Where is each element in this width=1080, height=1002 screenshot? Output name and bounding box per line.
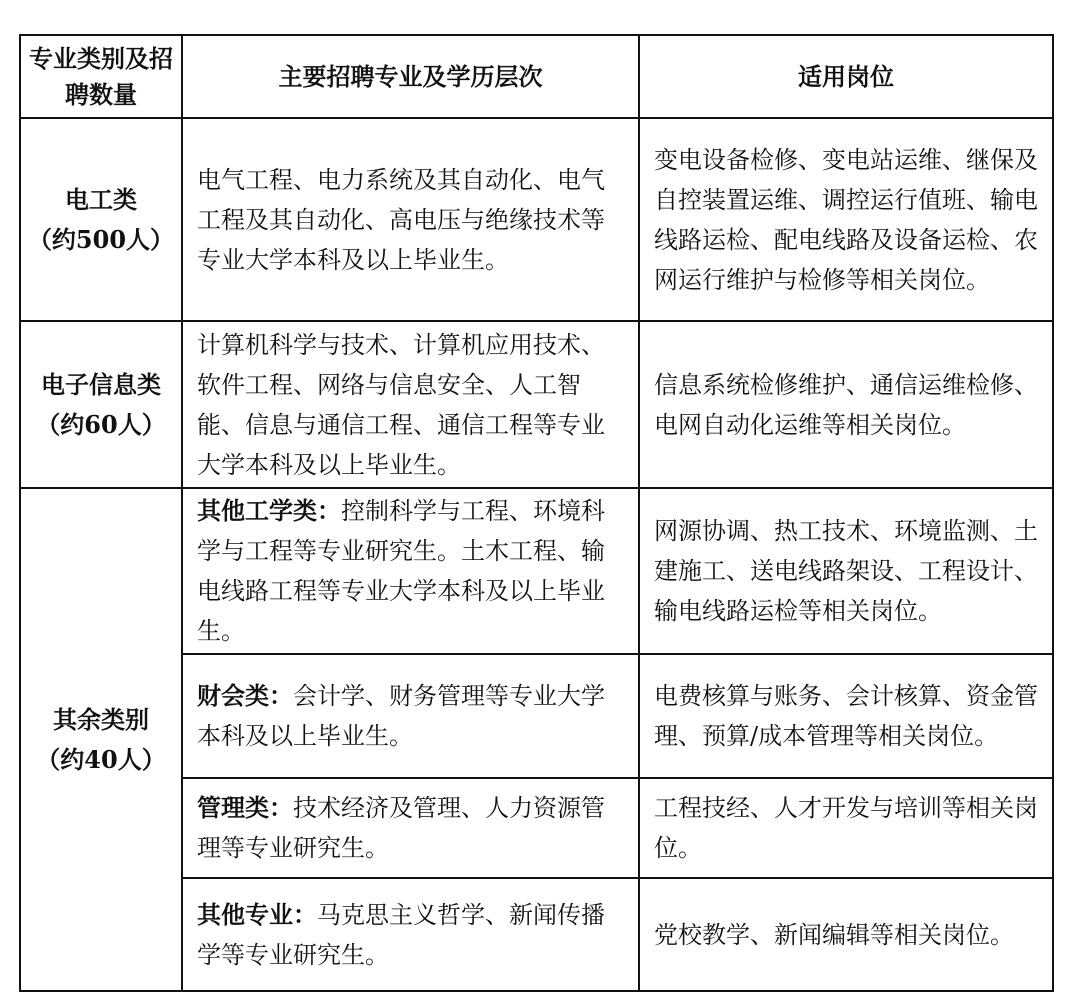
table-header-row bbox=[20, 35, 1053, 118]
majors-lead: 财会类： bbox=[197, 681, 293, 710]
category-cell-electronic-info bbox=[20, 321, 182, 488]
majors-cell bbox=[182, 654, 639, 778]
majors-cell bbox=[182, 488, 639, 654]
positions-cell: 信息系统检修维护、通信运维检修、电网自动化运维等相关岗位。 bbox=[639, 321, 1053, 488]
majors-cell bbox=[182, 778, 639, 878]
category-count: （约60人） bbox=[36, 409, 166, 439]
majors-text: 计算机科学与技术、计算机应用技术、软件工程、网络与信息安全、人工智能、信息与通信工程、通信工程等专业大学本科及以上毕业生。 bbox=[197, 330, 605, 479]
positions-cell: 党校教学、新闻编辑等相关岗位。 bbox=[639, 878, 1053, 991]
positions-cell: 变电设备检修、变电站运维、继保及自控装置运维、调控运行值班、输电线路运检、配电线路及设备运检、农网运行维护与检修等相关岗位。 bbox=[639, 118, 1053, 321]
category-count: （约40人） bbox=[36, 744, 166, 774]
majors-cell bbox=[182, 878, 639, 991]
positions-cell: 工程技经、人才开发与培训等相关岗位。 bbox=[639, 778, 1053, 878]
positions-cell: 网源协调、热工技术、环境监测、土建施工、送电线路架设、工程设计、输电线路运检等相关岗位。 bbox=[639, 488, 1053, 654]
header-majors: 主要招聘专业及学历层次 bbox=[182, 35, 639, 118]
majors-cell bbox=[182, 118, 639, 321]
majors-lead: 其他专业： bbox=[197, 899, 317, 929]
category-name: 电工类 bbox=[65, 184, 137, 214]
majors-text: 电气工程、电力系统及其自动化、电气工程及其自动化、高电压与绝缘技术等专业大学本科及以上毕业生。 bbox=[197, 165, 605, 274]
majors-text: 马克思主义哲学、新闻传播学等专业研究生。 bbox=[197, 900, 605, 969]
recruitment-table bbox=[19, 34, 1054, 992]
header-category: 专业类别及招聘数量 bbox=[20, 35, 182, 118]
table-row bbox=[20, 488, 1053, 654]
table-row bbox=[20, 118, 1053, 321]
majors-text: 技术经济及管理、人力资源管理等专业研究生。 bbox=[197, 794, 605, 862]
category-cell-others bbox=[20, 488, 182, 991]
header-positions: 适用岗位 bbox=[639, 35, 1053, 118]
recruitment-table-container bbox=[19, 34, 1052, 992]
category-cell-electrical bbox=[20, 118, 182, 321]
majors-text: 控制科学与工程、环境科学与工程等专业研究生。土木工程、输电线路工程等专业大学本科及以上毕业生。 bbox=[197, 497, 605, 645]
majors-lead: 管理类： bbox=[197, 793, 293, 822]
majors-lead: 其他工学类： bbox=[197, 496, 341, 525]
category-name: 电子信息类 bbox=[41, 369, 161, 399]
category-name: 其余类别 bbox=[53, 704, 149, 734]
category-count: （约500人） bbox=[27, 224, 175, 254]
table-row bbox=[20, 321, 1053, 488]
majors-text: 会计学、财务管理等专业大学本科及以上毕业生。 bbox=[197, 682, 605, 750]
majors-cell bbox=[182, 321, 639, 488]
positions-cell: 电费核算与账务、会计核算、资金管理、预算/成本管理等相关岗位。 bbox=[639, 654, 1053, 778]
